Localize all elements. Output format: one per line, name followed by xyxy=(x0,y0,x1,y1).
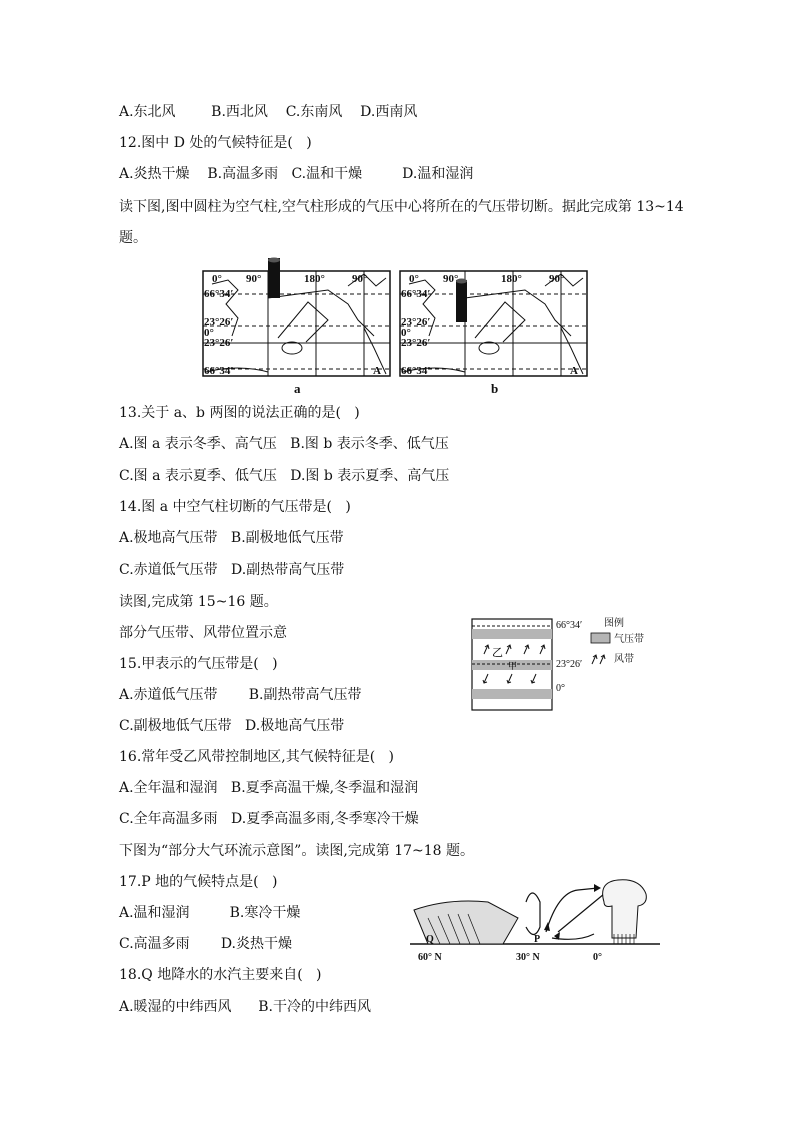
q16-stem: 16.常年受乙风带控制地区,其气候特征是( ) xyxy=(119,749,394,765)
fig1-intro: 读下图,图中圆柱为空气柱,空气柱形成的气压中心将所在的气压带切断。据此完成第 13~14 xyxy=(119,199,684,215)
lat-label: 66°34′ xyxy=(204,365,234,377)
arrowheads xyxy=(544,884,601,940)
q12-stem: 12.图中 D 处的气候特征是( ) xyxy=(119,135,312,151)
lat-label: 66°34′ xyxy=(401,365,431,377)
lat-label: 30° N xyxy=(516,952,540,963)
legend-pressure-label: 气压带 xyxy=(614,634,644,645)
lon-label: 90° xyxy=(443,273,459,285)
legend-title: 图例 xyxy=(604,618,624,629)
lat-label: 23°26′ xyxy=(401,316,431,328)
pressure-belt xyxy=(472,689,552,699)
lon-label: 90° xyxy=(352,273,368,285)
q15-options-ab: A.赤道低气压带 B.副热带高气压带 xyxy=(119,687,362,703)
pressure-wind-belt-figure xyxy=(468,614,680,714)
legend-wind-icon xyxy=(592,655,605,664)
lat-label: 0° xyxy=(204,327,214,339)
q14-options-cd: C.赤道低气压带 D.副热带高气压带 xyxy=(119,562,345,578)
q15-stem: 15.甲表示的气压带是( ) xyxy=(119,656,278,672)
point-p-label: P xyxy=(534,934,541,945)
yi-label: 乙 xyxy=(492,647,503,659)
lat-label: 23°26′ xyxy=(204,337,234,349)
q13-options-cd: C.图 a 表示夏季、低气压 D.图 b 表示夏季、高气压 xyxy=(119,468,450,484)
q12-options: A.炎热干燥 B.高温多雨 C.温和干燥 D.温和湿润 xyxy=(119,166,474,182)
atmospheric-circulation-figure xyxy=(408,872,664,966)
air-column-a xyxy=(268,258,280,298)
fig2-caption: 部分气压带、风带位置示意 xyxy=(119,625,287,641)
legend-wind-label: 风带 xyxy=(614,654,634,665)
q14-options-ab: A.极地高气压带 B.副极地低气压带 xyxy=(119,530,344,546)
lon-label: 180° xyxy=(304,273,325,285)
lat-label: 66°34′ xyxy=(401,288,431,300)
panel-a-label: a xyxy=(294,381,301,396)
jia-label: 甲 xyxy=(508,661,518,671)
q18-stem: 18.Q 地降水的水汽主要来自( ) xyxy=(119,967,322,983)
pressure-belt xyxy=(472,629,552,639)
lat-label: 0° xyxy=(401,327,411,339)
q17-options-ab: A.温和湿润 B.寒冷干燥 xyxy=(119,905,301,921)
panel-b-label: b xyxy=(491,381,499,396)
legend-pressure-swatch xyxy=(591,633,610,643)
q16-options-cd: C.全年高温多雨 D.夏季高温多雨,冬季寒冷干燥 xyxy=(119,811,419,827)
lon-label: 90° xyxy=(246,273,262,285)
lon-label: 180° xyxy=(501,273,522,285)
q13-stem: 13.关于 a、b 两图的说法正确的是( ) xyxy=(119,405,360,421)
fig1-intro-cont: 题。 xyxy=(119,230,147,246)
circulation-cells xyxy=(526,888,604,939)
air-column-figure xyxy=(198,256,594,400)
lat-label: 0° xyxy=(556,683,565,694)
lon-label: 0° xyxy=(212,273,222,285)
point-q-label: Q xyxy=(426,934,434,945)
air-column-b xyxy=(456,280,467,322)
q13-options-ab: A.图 a 表示冬季、高气压 B.图 b 表示冬季、低气压 xyxy=(119,436,449,452)
lon-label: 0° xyxy=(409,273,419,285)
lat-label: 23°26′ xyxy=(204,316,234,328)
lat-label: 66°34′ xyxy=(556,620,583,631)
q17-options-cd: C.高温多雨 D.炎热干燥 xyxy=(119,936,292,952)
lat-label: 23°26′ xyxy=(556,659,583,670)
corner-label: A xyxy=(570,365,578,377)
q18-options-ab: A.暖湿的中纬西风 B.干冷的中纬西风 xyxy=(119,999,371,1015)
q11-options: A.东北风 B.西北风 C.东南风 D.西南风 xyxy=(119,104,418,120)
lat-label: 60° N xyxy=(418,952,442,963)
q16-options-ab: A.全年温和湿润 B.夏季高温干燥,冬季温和湿润 xyxy=(119,780,419,796)
fig3-intro: 下图为“部分大气环流示意图”。读图,完成第 17~18 题。 xyxy=(119,843,475,859)
lon-label: 90° xyxy=(549,273,565,285)
fig2-intro: 读图,完成第 15~16 题。 xyxy=(119,594,278,610)
lat-label: 0° xyxy=(593,952,602,963)
lat-label: 66°34′ xyxy=(204,288,234,300)
lat-label: 23°26′ xyxy=(401,337,431,349)
q15-options-cd: C.副极地低气压带 D.极地高气压带 xyxy=(119,718,345,734)
q14-stem: 14.图 a 中空气柱切断的气压带是( ) xyxy=(119,499,351,515)
q17-stem: 17.P 地的气候特点是( ) xyxy=(119,874,278,890)
corner-label: A xyxy=(373,365,381,377)
convection-cloud xyxy=(603,880,647,938)
